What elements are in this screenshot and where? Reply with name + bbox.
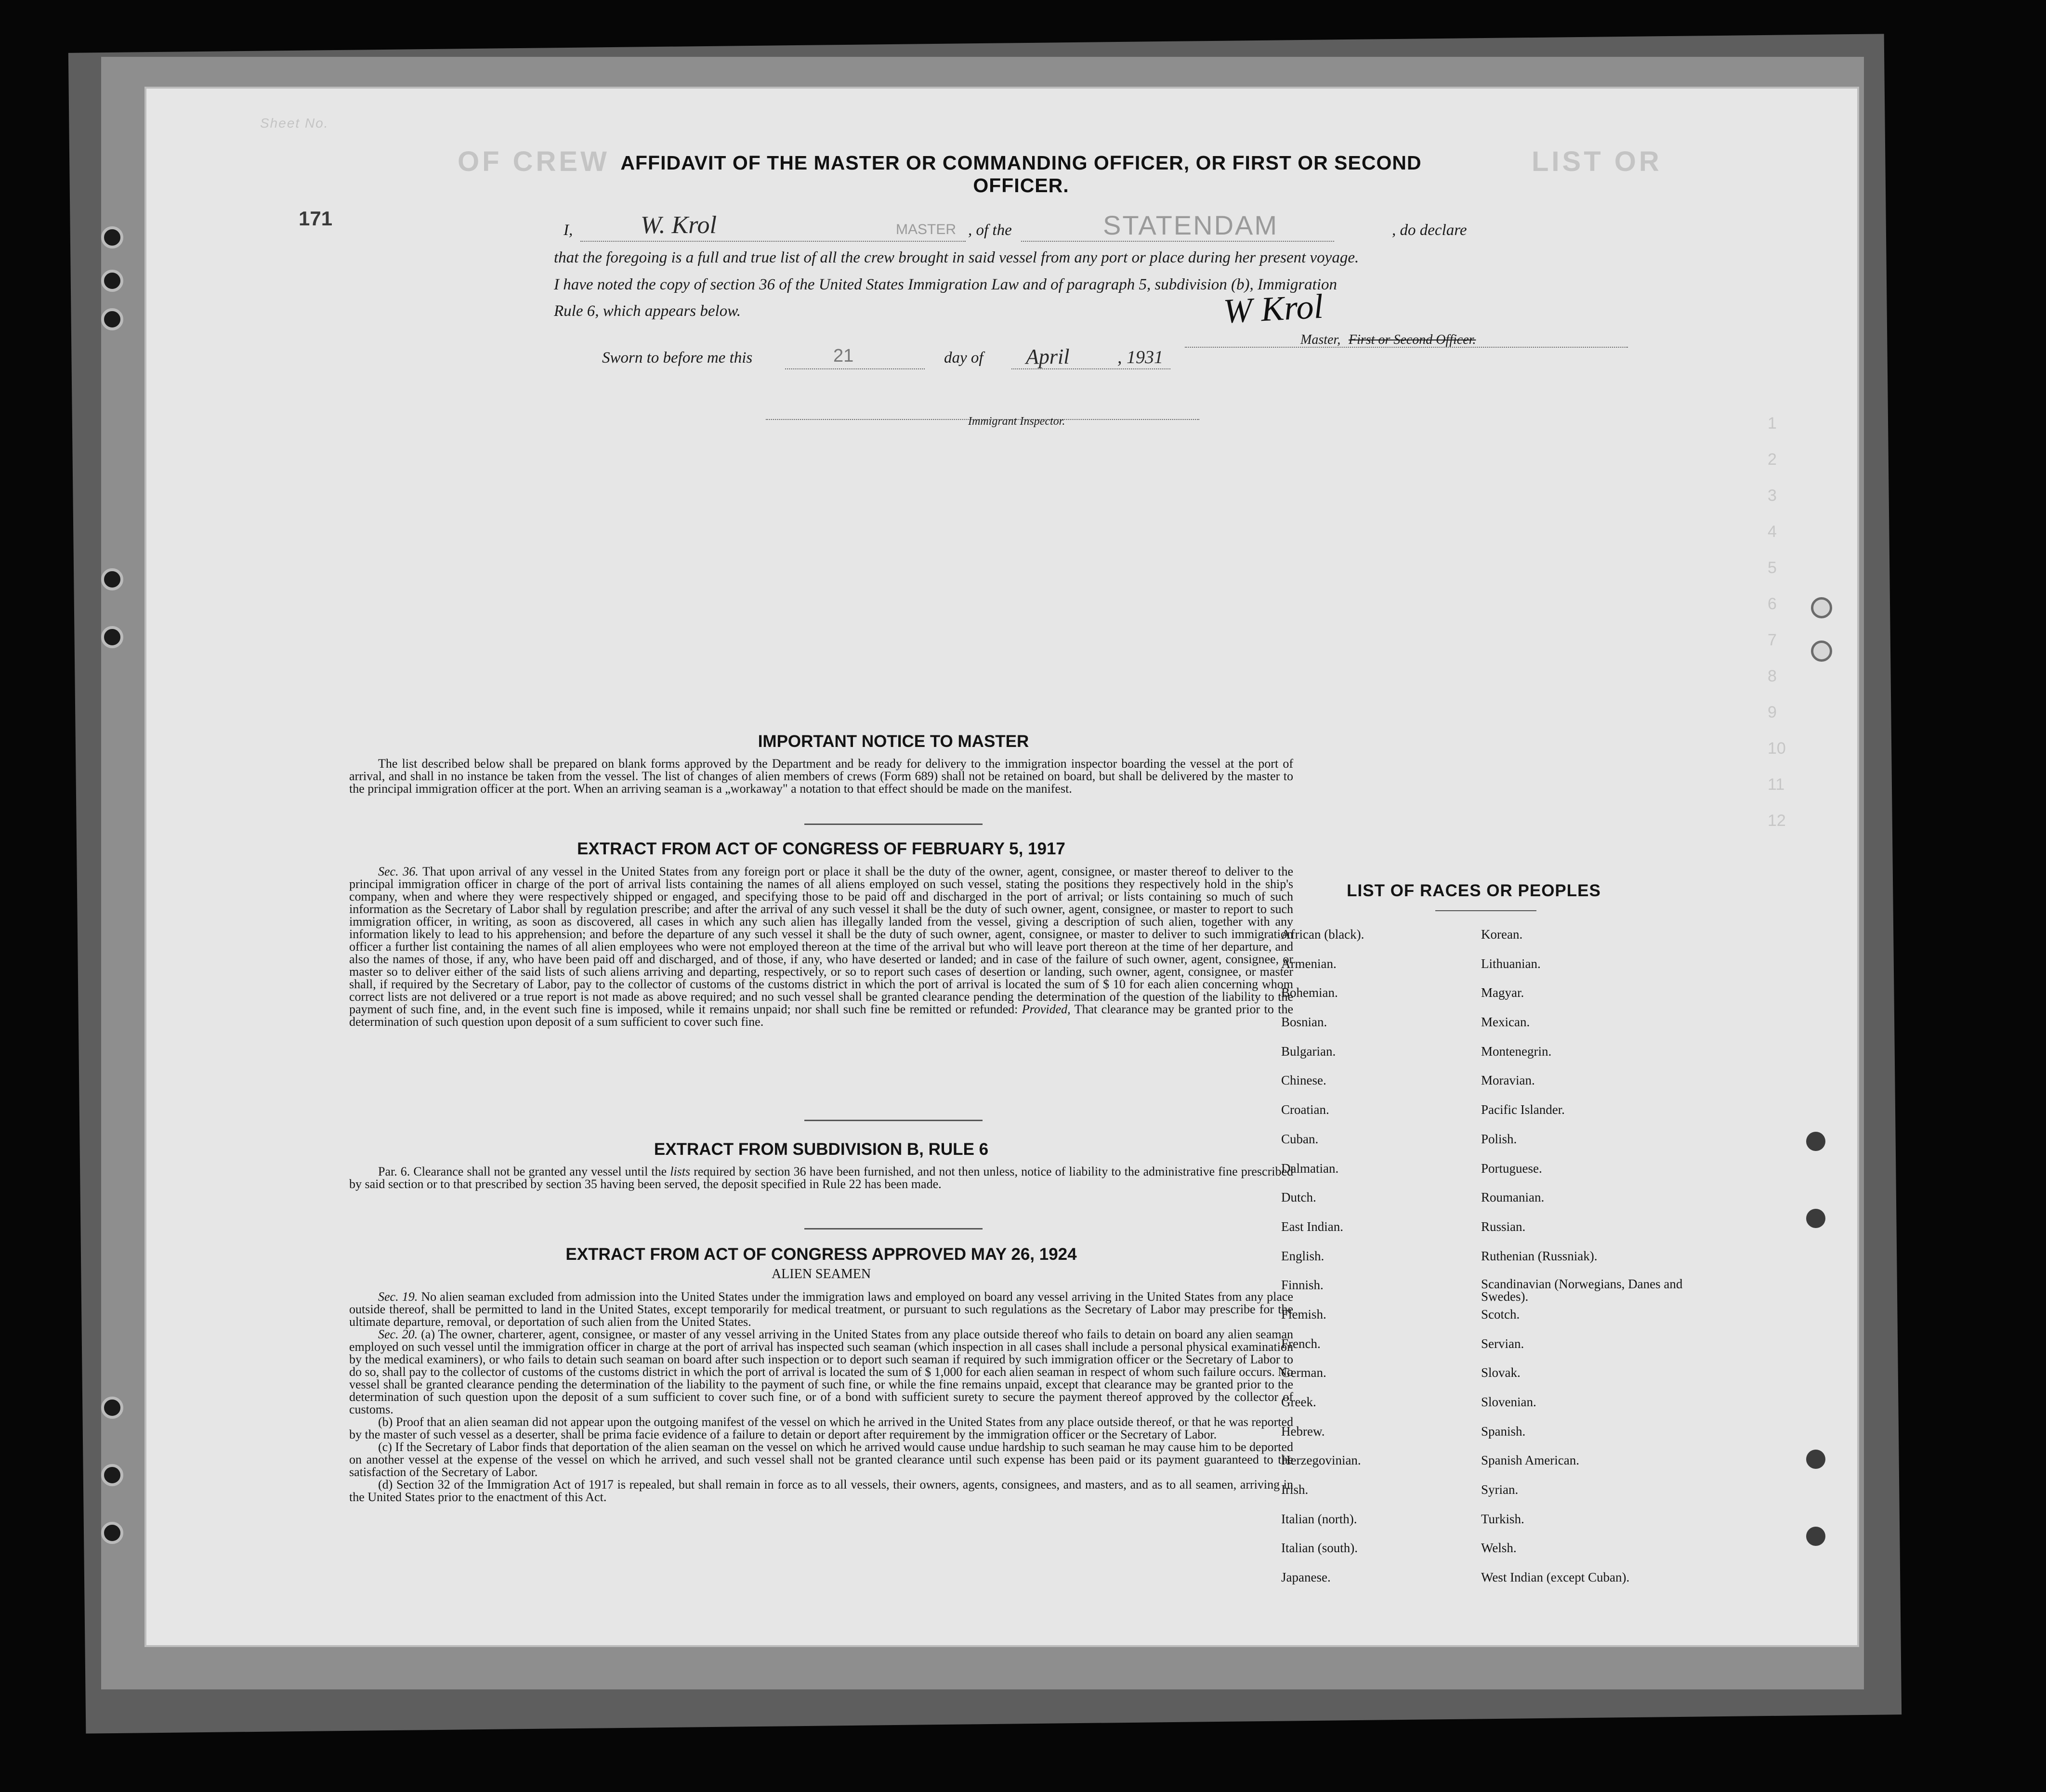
race-item: African (black). <box>1281 927 1364 942</box>
extract-1917-title: EXTRACT FROM ACT OF CONGRESS OF FEBRUARY 5, 1917 <box>577 839 1065 858</box>
extract-1924-text <box>349 1291 1293 1504</box>
reinforcement-dot <box>1806 1527 1825 1546</box>
of-the-label: , of the <box>968 222 1012 239</box>
races-title: LIST OF RACES OR PEOPLES <box>1347 881 1601 900</box>
race-item: Japanese. <box>1281 1570 1331 1585</box>
do-declare-label: , do declare <box>1392 222 1467 239</box>
affidavit-i-label: I, <box>564 222 573 239</box>
sworn-year: , 1931 <box>1117 347 1163 367</box>
sec-19-label: Sec. 19. <box>378 1290 418 1304</box>
race-item: Flemish. <box>1281 1307 1326 1321</box>
punch-hole <box>101 1397 123 1419</box>
punch-hole <box>1811 597 1832 618</box>
affidavit-title: AFFIDAVIT OF THE MASTER OR COMMANDING OFFICER, OR FIRST OR SECOND OFFICER. <box>620 152 1422 196</box>
race-item: Montenegrin. <box>1481 1044 1552 1059</box>
race-item: English. <box>1281 1248 1325 1263</box>
master-label: Master, <box>1300 332 1341 347</box>
race-item: Portuguese. <box>1481 1161 1542 1176</box>
page-mark: 171 <box>299 207 333 230</box>
punch-hole <box>101 226 123 249</box>
race-item: Bosnian. <box>1281 1015 1327 1030</box>
race-item: West Indian (except Cuban). <box>1481 1570 1630 1585</box>
sec-36-text: That upon arrival of any vessel in the United States from any foreign port or place it shall be the duty of the owner, agent, consignee, or master thereof to deliver to the principal immigration officer in charge of the port of arrival lists containing the names of all aliens employed on such vessel, stating the positions they respectively hold in the ship's company, when and where they were respectively shipped or engaged, and specifying those to be paid off and discharged in the port of arrival; or lists containing so much of such information as the Secretary of Labor shall by regulation prescribe; and after the arrival of any such vessel it shall be the duty of such owner, agent, consignee, or master to report to such immigration officer, in writing, as soon as discovered, all cases in which any such alien has illegally landed from the vessel, giving a description of such alien, together with any information likely to lead to his apprehension; and before the departure of any such vessel it shall be the duty of such owner, agent, consignee, or master to deliver to such immigration officer a further list containing the names of all alien employees who were not employed thereon at the time of the arrival but who will leave port thereon at the time of her departure, and also the names of those, if any, who have been paid off and discharged, and of those, if any, who have deserted or landed; and in case of the failure of such owner, agent, consignee, or master so to deliver either of the said lists of such aliens arriving and departing, respectively, or so to report such cases of desertion or landing, such owner, agent, consignee, or master shall, if required by the Secretary of Labor, pay to the collector of customs of the customs district in which the port of arrival is located the sum of $ 10 for each alien concerning whom correct lists are not delivered or a true report is not made as above required; and no such vessel shall be granted clearance pending the determination of the question of the liability to the payment of such fine, and, in the event such fine is imposed, while it remains unpaid; nor shall such fine be remitted or refunded: <box>349 864 1294 1016</box>
notice-text: The list described below shall be prepared on blank forms approved by the Department and be ready for delivery to the immigration inspector boarding the vessel at the port of arrival, and shall in no instance be taken from the vessel. The list of changes of alien members of crews (Form 689) shall not be retained on board, but shall be delivered by the master to the principal immigration officer at the port. When an arriving seaman is a „workaway" a notation to that effect should be made on the manifest. <box>349 757 1293 796</box>
race-item: Lithuanian. <box>1481 956 1541 971</box>
sworn-day: 21 <box>833 346 854 366</box>
divider <box>804 1120 983 1121</box>
race-item: Magyar. <box>1481 985 1524 1000</box>
race-item: Welsh. <box>1481 1541 1517 1556</box>
race-item: Moravian. <box>1481 1073 1535 1088</box>
ghost-title-right: OF CREW <box>458 146 610 177</box>
race-item: Herzegovinian. <box>1281 1453 1361 1468</box>
races-column-1 <box>1281 927 1474 1599</box>
race-item: Bohemian. <box>1281 985 1338 1000</box>
affidavit-text-2: I have noted the copy of section 36 of the United States Immigration Law and of paragraph 5, subdivision (b), Immigration <box>554 276 1338 293</box>
race-item: Polish. <box>1481 1131 1517 1146</box>
struck-officer-label: First or Second Officer. <box>1349 332 1476 347</box>
race-item: Cuban. <box>1281 1131 1319 1146</box>
race-item: Croatian. <box>1281 1102 1329 1117</box>
race-item: Armenian. <box>1281 956 1337 971</box>
race-item: German. <box>1281 1365 1326 1380</box>
inspector-label: Immigrant Inspector. <box>968 415 1065 428</box>
race-item: Irish. <box>1281 1482 1309 1497</box>
alien-seamen-subtitle: ALIEN SEAMEN <box>771 1267 871 1282</box>
race-item: Italian (south). <box>1281 1541 1358 1556</box>
divider <box>804 1228 983 1230</box>
sec-20d-text: (d) Section 32 of the Immigration Act of 1917 is repealed, but shall remain in force as to all vessels, their owners, agents, consignees, and masters, and as to all seamen, arriving in the United States prior to the enactment of this Act. <box>349 1478 1293 1504</box>
race-item: Slovak. <box>1481 1365 1521 1380</box>
vessel-line <box>1021 241 1334 242</box>
rule-6-title: EXTRACT FROM SUBDIVISION B, RULE 6 <box>654 1140 989 1159</box>
reinforcement-dot <box>1806 1450 1825 1469</box>
provided-label: Provided, <box>1022 1002 1071 1016</box>
race-item: French. <box>1281 1336 1321 1351</box>
ghost-sheet-no: Sheet No. <box>260 116 329 131</box>
race-item: Pacific Islander. <box>1481 1102 1565 1117</box>
sworn-label: Sworn to before me this <box>602 349 753 366</box>
notice-title: IMPORTANT NOTICE TO MASTER <box>758 732 1029 751</box>
sec-36-label: Sec. 36. <box>378 864 419 878</box>
divider <box>1435 910 1536 911</box>
race-item: Roumanian. <box>1481 1190 1545 1205</box>
race-item: Servian. <box>1481 1336 1524 1351</box>
punch-hole <box>101 270 123 292</box>
punch-hole <box>1811 641 1832 662</box>
race-item: Spanish American. <box>1481 1453 1579 1468</box>
sec-19-text: No alien seaman excluded from admission into the United States under the immigration laws and employed on board any vessel arriving in the United States from any place outside thereof, shall be permitted to land in the United States, except temporarily for medical treatment, or pursuant to such regulations as the Secretary of Labor may prescribe for the ultimate departure, removal, or deportation of such alien from the United States. <box>349 1290 1293 1329</box>
races-column-2 <box>1481 927 1683 1599</box>
race-item: Scandinavian (Norwegians, Danes and Swedes). <box>1481 1277 1683 1304</box>
rule-6-text-a: Par. 6. Clearance shall not be granted any vessel until the <box>378 1164 667 1178</box>
sworn-month: April <box>1026 345 1070 368</box>
punch-hole <box>101 308 123 330</box>
race-item: Syrian. <box>1481 1482 1519 1497</box>
race-item: Spanish. <box>1481 1424 1526 1439</box>
race-item: Russian. <box>1481 1219 1526 1234</box>
sec-20c-text: (c) If the Secretary of Labor finds that deportation of the alien seaman on the vessel on which he arrived would cause undue hardship to such seaman he may cause him to be deported on another vessel at the expense of the vessel on which he arrived, and such vessel shall not be granted clearance until such expense has been paid or its payment guaranteed to the satisfaction of the Secretary of Labor. <box>349 1440 1293 1479</box>
reinforcement-dot <box>1806 1132 1825 1151</box>
race-item: Mexican. <box>1481 1015 1530 1030</box>
race-item: Chinese. <box>1281 1073 1326 1088</box>
race-item: Ruthenian (Russniak). <box>1481 1248 1598 1263</box>
affidavit-text-1: that the foregoing is a full and true list of all the crew brought in said vessel from any port or place during her present voyage. <box>554 249 1359 266</box>
sec-20b-text: (b) Proof that an alien seaman did not appear upon the outgoing manifest of the vessel on which he arrived in the United States from any place outside thereof, or that he was reported by the master of such vessel as a deserter, shall be prima facie evidence of a failure to detain or deport after requirement by the immigration officer or the Secretary of Labor. <box>349 1415 1293 1441</box>
punch-hole <box>101 1464 123 1486</box>
race-item: Korean. <box>1481 927 1523 942</box>
punch-hole <box>101 626 123 648</box>
punch-hole <box>101 568 123 590</box>
name-line <box>580 241 966 242</box>
document-page <box>144 87 1859 1647</box>
punch-hole <box>101 1522 123 1544</box>
master-signature: W Krol <box>1222 287 1325 331</box>
race-item: Slovenian. <box>1481 1395 1536 1409</box>
day-line <box>785 368 925 369</box>
race-item: Finnish. <box>1281 1278 1324 1293</box>
rule-6-text <box>349 1165 1293 1190</box>
ghost-row-numbers: 1 2 3 4 5 6 7 8 9 10 11 12 <box>1768 414 1786 830</box>
signer-name: W. Krol <box>641 211 717 239</box>
race-item: Bulgarian. <box>1281 1044 1336 1059</box>
race-item: Scotch. <box>1481 1307 1520 1321</box>
day-of-label: day of <box>944 349 984 366</box>
ghost-title-left: LIST OR <box>1532 146 1662 177</box>
affidavit-text-3: Rule 6, which appears below. <box>554 302 741 320</box>
rule-6-text-b: required by section 36 have been furnished, and not then unless, notice of liability to the administrative fine prescribed by said section or to that prescribed by section 35 having been served, the deposit specified in Rule 22 has been made. <box>349 1164 1294 1191</box>
extract-1924-title: EXTRACT FROM ACT OF CONGRESS APPROVED MAY 26, 1924 <box>565 1245 1077 1264</box>
race-item: Hebrew. <box>1281 1424 1325 1439</box>
race-item: Turkish. <box>1481 1511 1524 1526</box>
race-item: Dutch. <box>1281 1190 1316 1205</box>
race-item: Italian (north). <box>1281 1511 1357 1526</box>
race-item: Greek. <box>1281 1395 1316 1409</box>
race-item: East Indian. <box>1281 1219 1343 1234</box>
sec-20-label: Sec. 20. <box>378 1327 418 1341</box>
sec-36-text-end: That clearance may be granted prior to the determination of such question upon deposit of a sum sufficient to cover such fine. <box>349 1002 1294 1029</box>
extract-1917-text <box>349 865 1293 1028</box>
sec-20a-text: (a) The owner, charterer, agent, consignee, or master of any vessel arriving in the United States from any place outside thereof who fails to detain on board any alien seaman employed on such vessel until the immigration officer in charge at the port of arrival has inspected such seaman (which inspection in all cases shall include a personal physical examination by the medical examiners), or who fails to detain such seaman on board after such inspection or to deport such seaman if required by such immigration officer or the Secretary of Labor to do so, shall pay to the collector of customs of the customs district in which the port of arrival is located the sum of $ 1,000 for each alien seaman in respect of whom such failure occurs. No vessel shall be granted clearance pending the determination of the liability to the payment of such fine, or while the fine remains unpaid, except that clearance may be granted prior to the determination of such question upon the deposit of a sum sufficient to cover such fine, or of a bond with sufficient surety to secure the payment thereof approved by the collector of customs. <box>349 1327 1294 1416</box>
race-item: Dalmatian. <box>1281 1161 1339 1176</box>
divider <box>804 824 983 825</box>
reinforcement-dot <box>1806 1209 1825 1228</box>
rank-stamp: MASTER <box>896 222 957 237</box>
vessel-stamp: STATENDAM <box>1103 210 1279 240</box>
lists-word: lists <box>670 1164 691 1178</box>
